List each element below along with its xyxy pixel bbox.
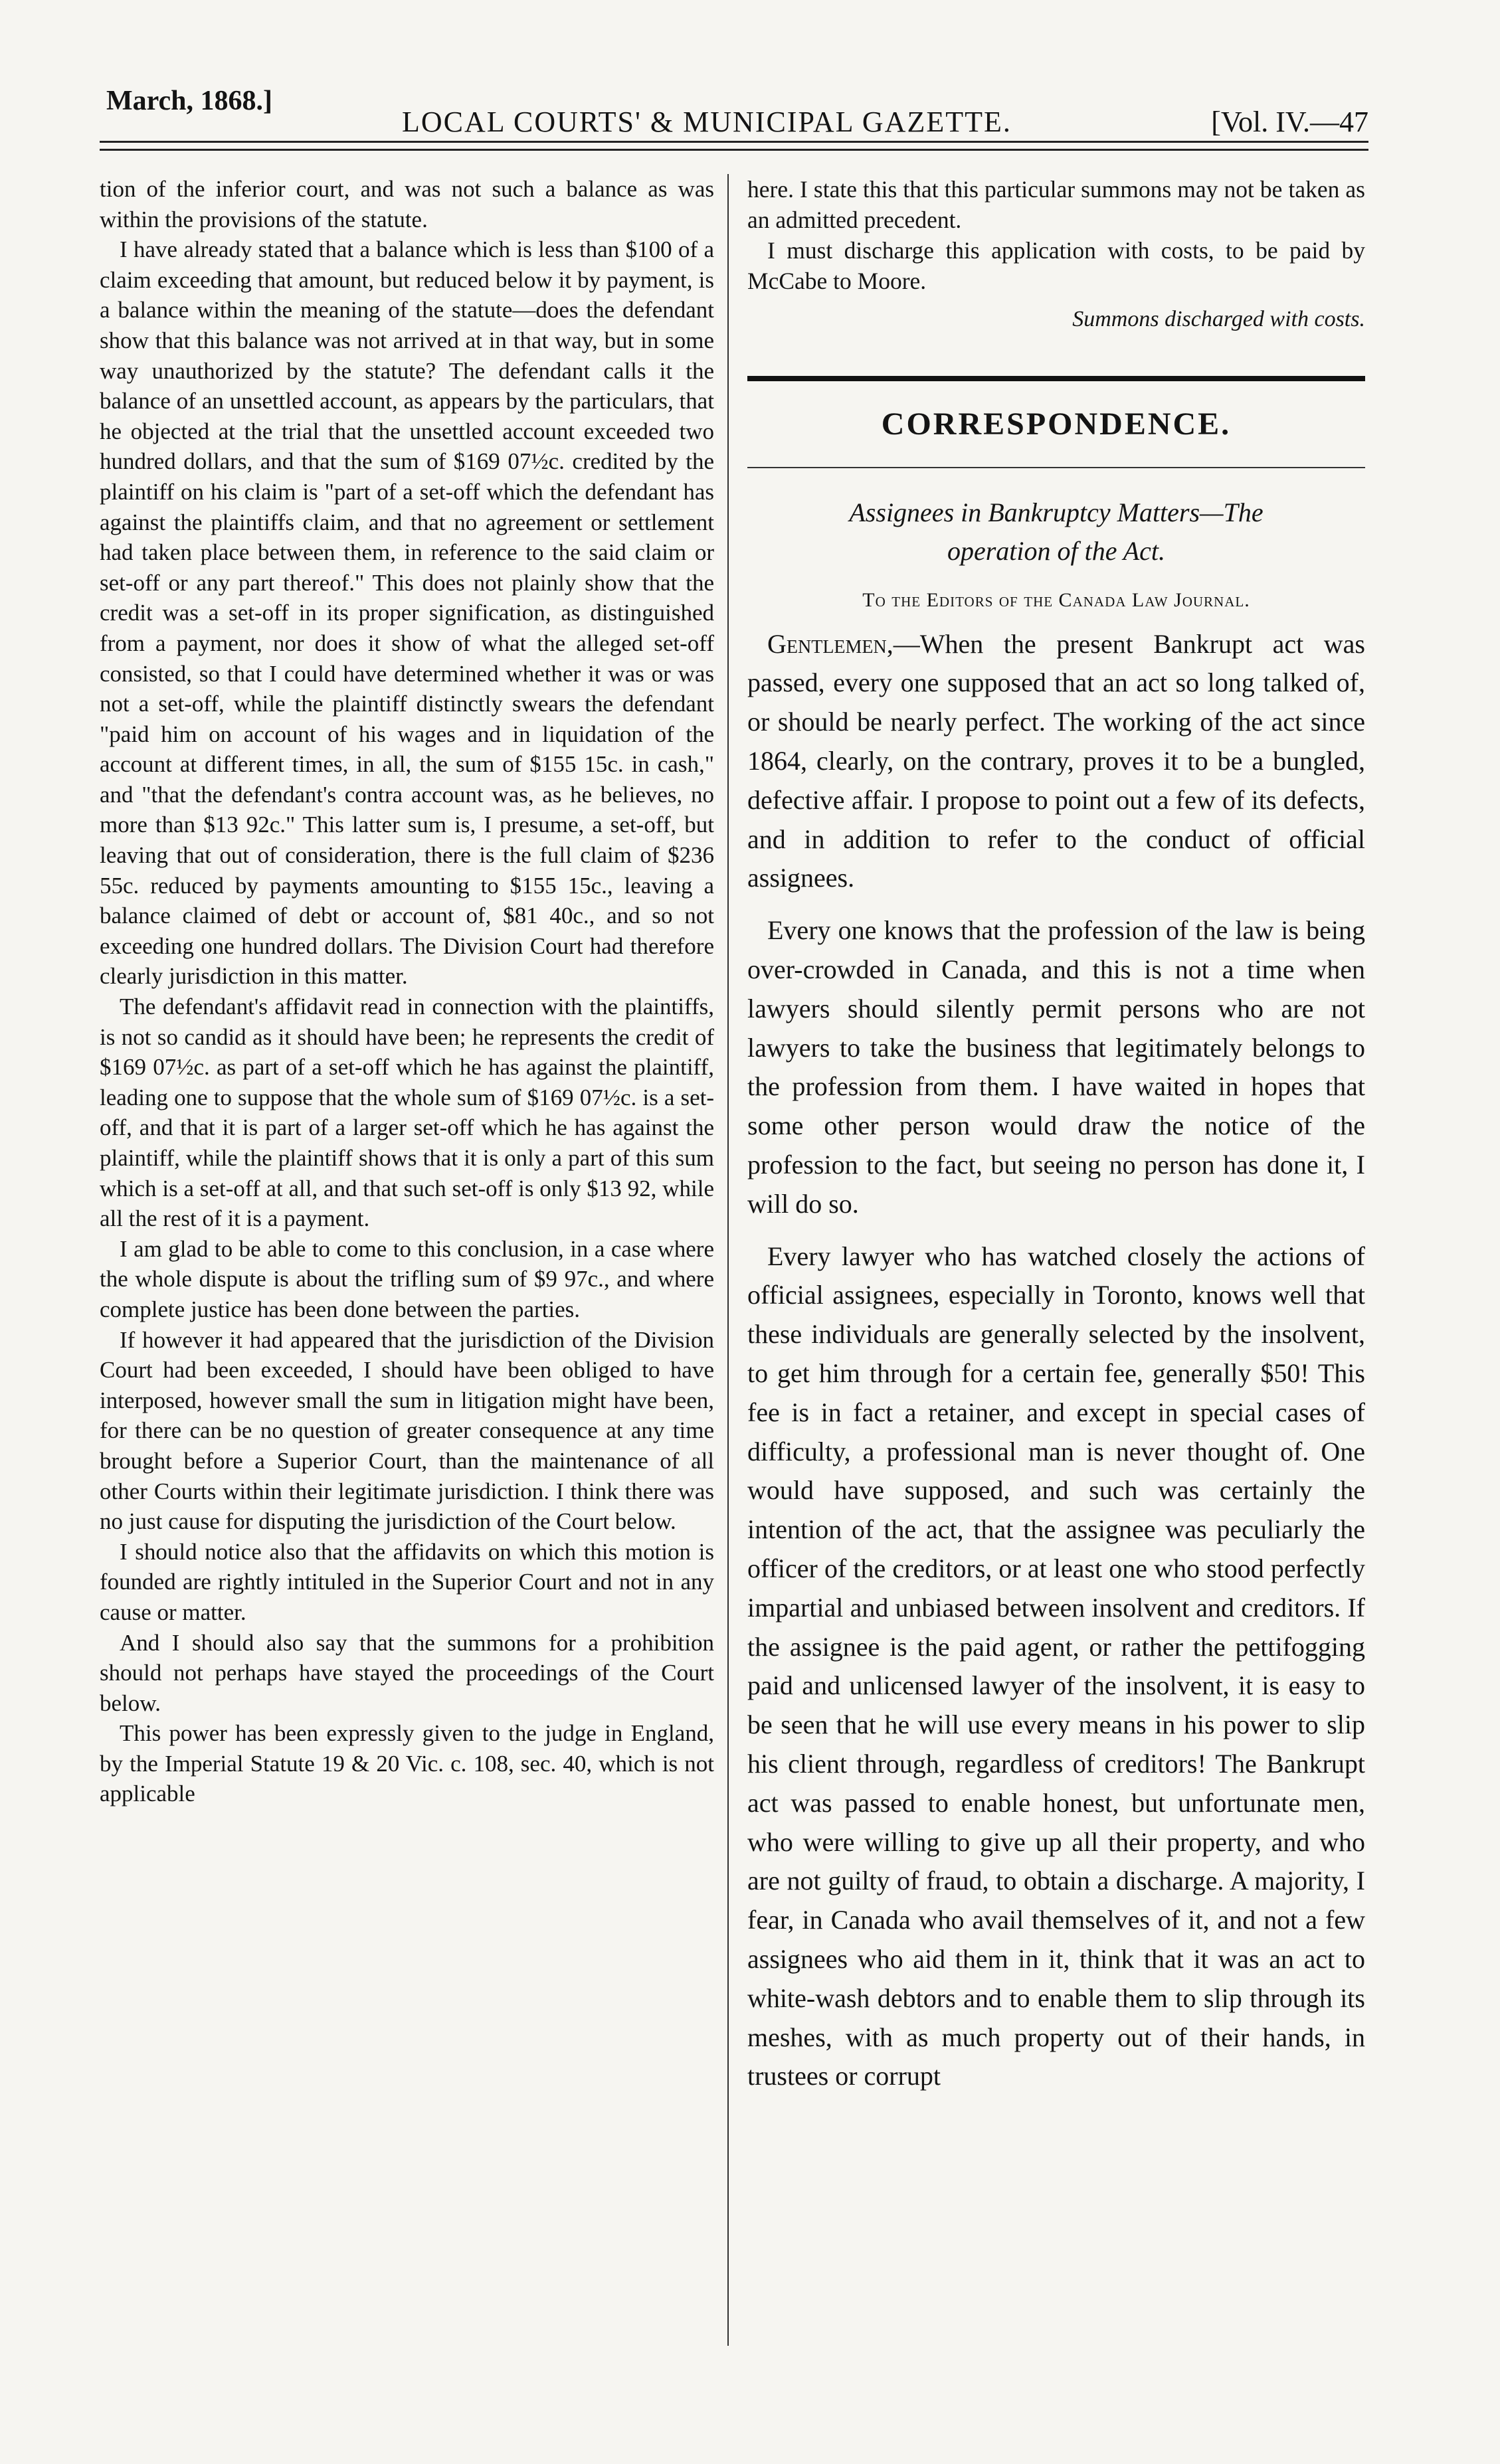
paragraph: here. I state this that this particular summons may not be taken as an admitted precedent. — [747, 176, 1365, 234]
right-column — [747, 174, 1365, 2109]
paragraph — [747, 625, 1365, 899]
left-column — [100, 174, 714, 1809]
paragraph: And I should also say that the summons for a prohibition should not perhaps have stayed the proceedings of the Court below. — [100, 1629, 714, 1716]
heading-rule — [747, 467, 1365, 468]
salutation: Gentlemen, — [767, 628, 893, 659]
paragraph: This power has been expressly given to the judge in England, by the Imperial Statute 19 & 20 Vic. c. 108, sec. 40, which is not applicable — [100, 1720, 714, 1807]
paragraph: tion of the inferior court, and was not such a balance as was within the provisions of the statute. — [100, 176, 714, 232]
article-title — [747, 493, 1365, 571]
header-title: LOCAL COURTS' & MUNICIPAL GAZETTE. — [402, 106, 1012, 138]
paragraph: I am glad to be able to come to this conclusion, in a case where the whole dispute is about the trifling sum of $9 97c., and where complete justice has been done between the parties. — [100, 1235, 714, 1322]
paragraph: Every lawyer who has watched closely the actions of official assignees, especially in Toronto, knows well that these individuals are generally selected by the insolvent, to get him through for a certain fee, generally $50! This fee is in fact a retainer, and except in special cases of difficulty, a professional man is never thought of. One would have supposed, and such was certainly the intention of the act, that the assignee was peculiarly the officer of the creditors, or at least one who stood perfectly impartial and unbiased between insolvent and creditors. If the assignee is the paid agent, or rather the pettifogging paid and unlicensed lawyer of the insolvent, it is easy to be seen that he will use every means in his power to slip his client through, regardless of creditors! The Bankrupt act was passed to enable honest, but unfortunate men, who were willing to give up all their property, and who are not guilty of fraud, to obtain a discharge. A majority, I fear, in Canada who avail themselves of it, and not a few assignees who aid them in it, think that it was an act to white-wash debtors and to enable them to slip through its meshes, with as much property out of their hands, in trustees or corrupt — [747, 1241, 1365, 2091]
column-divider — [727, 174, 729, 2346]
section-rule — [747, 376, 1365, 381]
header-double-rule — [100, 141, 1368, 151]
article-title-line: Assignees in Bankruptcy Matters—The — [849, 497, 1264, 527]
article-title-line: operation of the Act. — [947, 535, 1166, 566]
paragraph: If however it had appeared that the jurisdiction of the Division Court had been exceeded, I should have been obliged to have interposed, however small the sum in litigation might have been, for there can be no question of greater consequence at any time brought before a Superior Court, than the maintenance of all other Courts within their legitimate jurisdiction. I think there was no just cause for disputing the jurisdiction of the Court below. — [100, 1326, 714, 1535]
paragraph: Every one knows that the profession of the law is being over-crowded in Canada, and this is not a time when lawyers should silently permit persons who are not lawyers to take the business that legitimately belongs to the profession from them. I have waited in hopes that some other person would draw the notice of the profession to the fact, but seeing no person has done it, I will do so. — [747, 915, 1365, 1219]
paragraph-text: —When the present Bankrupt act was passed, every one supposed that an act so long talked of, or should be nearly perfect. The working of the act since 1864, clearly, on the contrary, proves it to be a bungled, defective affair. I propose to point out a few of its defects, and in addition to refer to the conduct of official assignees. — [747, 628, 1365, 893]
addressee-line: To the Editors of the Canada Law Journal. — [862, 588, 1250, 611]
paragraph: I must discharge this application with costs, to be paid by McCabe to Moore. — [747, 237, 1365, 295]
section-heading: CORRESPONDENCE. — [881, 406, 1232, 442]
header-volume-page: [Vol. IV.—47 — [1211, 106, 1368, 138]
running-header — [100, 78, 1368, 138]
paragraph: I should notice also that the affidavits on which this motion is founded are rightly intituled in the Superior Court and not in any cause or matter. — [100, 1538, 714, 1625]
paragraph: I have already stated that a balance which is less than $100 of a claim exceeding that amount, but reduced below it by payment, is a balance within the meaning of the statute—does the defendant show that this balance was not arrived at in that way, but in some way unauthorized by the statute? The defendant calls it the balance of an unsettled account, as appears by the particulars, that he objected at the trial that the unsettled account exceeded two hundred dollars, and that the sum of $169 07½c. credited by the plaintiff on his claim is "part of a set-off which the defendant has against the plaintiffs claim, and that no agreement or settlement had taken place between them, in reference to the said claim or set-off or any part thereof." This does not plainly show that the credit was a set-off in its proper signification, as distinguished from a payment, nor does it show of what the alleged set-off consisted, so that I could have determined whether it was or was not a set-off, while the plaintiff distinctly swears the defendant "paid him on account of his wages and in liquidation of the account at different times, in all, the sum of $155 15c. in cash," and "that the defendant's contra account was, as he believes, no more than $13 92c." This latter sum is, I presume, a set-off, but leaving that out of consideration, there is the full claim of $236 55c. reduced by payments amounting to $155 15c., leaving a balance claimed of debt or account of, $81 40c., and so not exceeding one hundred dollars. The Division Court had therefore clearly jurisdiction in this matter. — [100, 236, 714, 990]
case-disposition: Summons discharged with costs. — [1072, 307, 1365, 332]
paragraph: The defendant's affidavit read in connection with the plaintiffs, is not so candid as it should have been; he represents the credit of $169 07½c. as part of a set-off which he has against the plaintiff, leading one to suppose that the whole sum of $169 07½c. is a set-off, and that it is part of a larger set-off which he has against the plaintiff, while the plaintiff shows that it is only a part of this sum which is a set-off at all, and that such set-off is only $13 92, while all the rest of it is a payment. — [100, 994, 714, 1232]
header-date: March, 1868.] — [106, 86, 273, 116]
